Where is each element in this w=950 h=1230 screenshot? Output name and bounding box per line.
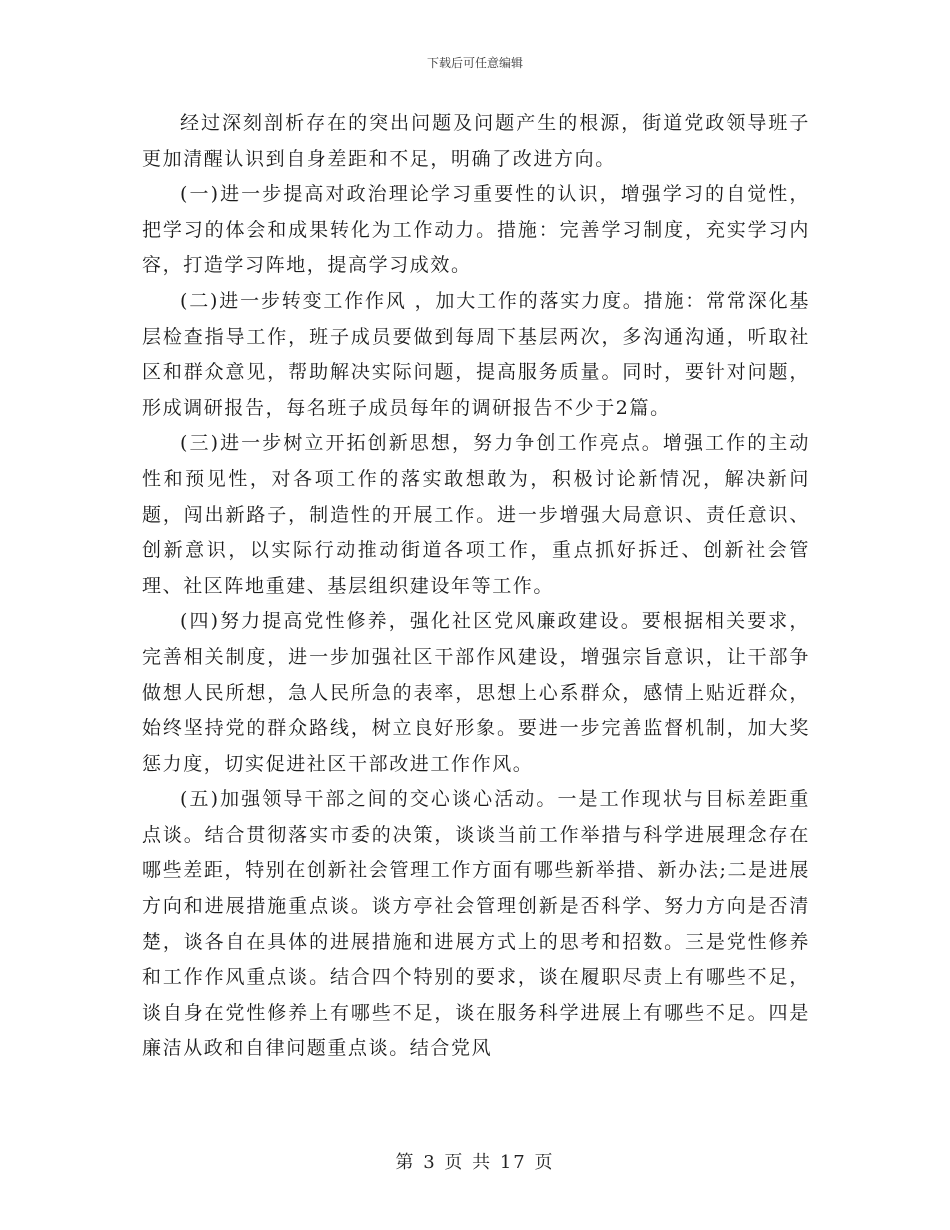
paragraph-item-3: (三)进一步树立开拓创新思想，努力争创工作亮点。增强工作的主动性和预见性，对各项工作的落实敢想敢为，积极讨论新情况，解决新问题，闯出新路子，制造性的开展工作。进一步增强大局意识、责任意识、创新意识，以实际行动推动街道各项工作，重点抓好拆迁、创新社会管理、社区阵地重建、基层组织建设年等工作。 [142,432,810,597]
paragraph-item-5: (五)加强领导干部之间的交心谈心活动。一是工作现状与目标差距重点谈。结合贯彻落实市委的决策，谈谈当前工作举措与科学进展理念存在哪些差距，特别在创新社会管理工作方面有哪些新举措、新办法;二是进展方向和进展措施重点谈。谈方亭社会管理创新是否科学、努力方向是否清楚，谈各自在具体的进展措施和进展方式上的思考和招数。三是党性修养和工作作风重点谈。结合四个特别的要求，谈在履职尽责上有哪些不足，谈自身在党性修养上有哪些不足，谈在服务科学进展上有哪些不足。四是廉洁从政和自律问题重点谈。结合党风 [142,788,810,1060]
paragraph-item-1: (一)进一步提高对政治理论学习重要性的认识，增强学习的自觉性，把学习的体会和成果转化为工作动力。措施：完善学习制度，充实学习内容，打造学习阵地，提高学习成效。 [142,183,810,277]
document-body [142,106,810,1067]
paragraph-intro: 经过深刻剖析存在的突出问题及问题产生的根源，街道党政领导班子更加清醒认识到自身差距和不足，明确了改进方向。 [142,112,810,170]
paragraph-item-4: (四)努力提高党性修养，强化社区党风廉政建设。要根据相关要求，完善相关制度，进一步加强社区干部作风建设，增强宗旨意识，让干部争做想人民所想，急人民所急的表率，思想上心系群众，感情上贴近群众，始终坚持党的群众路线，树立良好形象。要进一步完善监督机制，加大奖惩力度，切实促进社区干部改进工作作风。 [142,610,810,775]
page-number: 第 3 页 共 17 页 [395,1152,555,1173]
page-header-note: 下载后可任意编辑 [426,56,523,70]
paragraph-item-2: (二)进一步转变工作作风 ，加大工作的落实力度。措施：常常深化基层检查指导工作，班子成员要做到每周下基层两次，多沟通沟通，听取社区和群众意见，帮助解决实际问题，提高服务质量。同时，要针对问题，形成调研报告，每名班子成员每年的调研报告不少于2篇。 [142,289,810,419]
